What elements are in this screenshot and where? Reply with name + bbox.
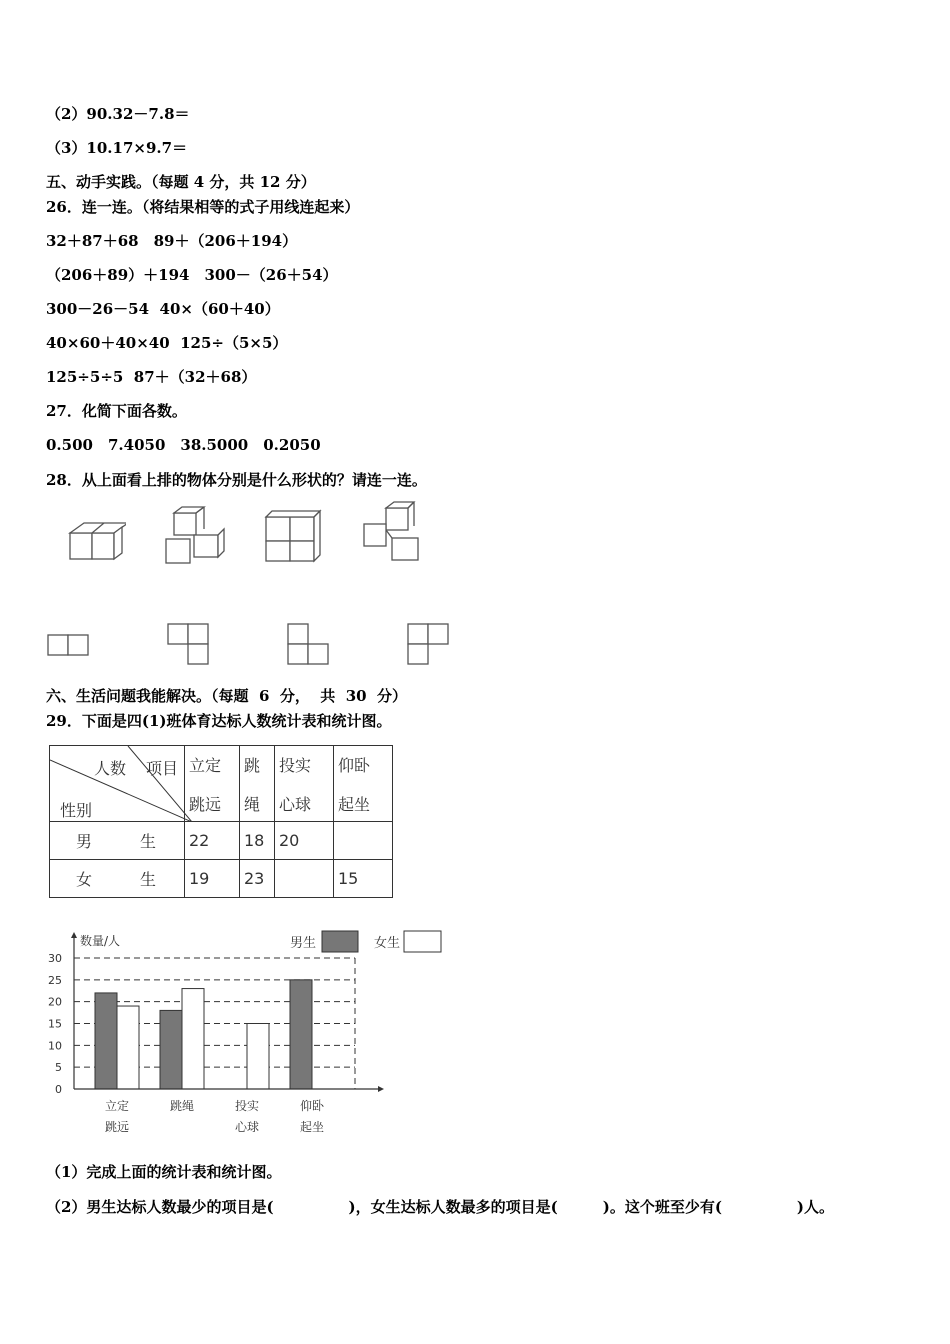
x-tick-label-line2: 起坐 <box>299 1120 325 1134</box>
sub-question-1: （1）完成上面的统计表和统计图。 <box>46 1163 282 1181</box>
calc-line-2: （2）90.32－7.8＝ <box>46 105 190 123</box>
row-label: 女 生 <box>50 860 185 898</box>
question-28: 28．从上面看上排的物体分别是什么形状的？请连一连。 <box>46 471 427 489</box>
match-row-5: 125÷5÷5 87＋（32＋68） <box>46 368 257 386</box>
match-row-4: 40×60＋40×40 125÷（5×5） <box>46 334 288 352</box>
y-axis-label: 数量/人 <box>80 934 121 948</box>
y-tick-label: 10 <box>48 1039 62 1053</box>
x-tick-label-line2: 心球 <box>234 1120 260 1134</box>
bar-女生-1 <box>182 989 204 1089</box>
question-26: 26．连一连。（将结果相等的式子用线连起来） <box>46 198 360 216</box>
x-tick-label: 跳绳 <box>169 1099 195 1113</box>
bar-男生-1 <box>160 1010 182 1089</box>
bar-chart <box>40 928 460 1143</box>
table-row <box>50 860 393 898</box>
table-row <box>50 822 393 860</box>
bar-男生-0 <box>95 993 117 1089</box>
match-row-3: 300－26－54 40×（60＋40） <box>46 300 280 318</box>
x-axis-arrow <box>378 1086 384 1092</box>
match-row-1: 32＋87＋68 89＋（206＋194） <box>46 232 298 250</box>
legend-female-swatch <box>404 931 441 952</box>
cube-stack-1 <box>62 515 126 567</box>
legend-male-label: 男生 <box>290 936 317 951</box>
stats-table <box>49 745 393 898</box>
sub-question-2: （2）男生达标人数最少的项目是( )，女生达标人数最多的项目是( )。这个班至少有( )人。 <box>46 1198 835 1216</box>
y-tick-label: 20 <box>48 995 62 1009</box>
bar-女生-2 <box>247 1024 269 1090</box>
cell-blank[interactable] <box>334 822 393 860</box>
bar-男生-3 <box>290 980 312 1089</box>
y-tick-label: 15 <box>48 1017 62 1031</box>
y-axis-arrow <box>71 932 77 938</box>
col-header-1: 立定 跳远 <box>185 746 240 822</box>
legend-male-swatch <box>322 931 358 952</box>
question-27-values: 0.500 7.4050 38.5000 0.2050 <box>46 436 321 454</box>
cell: 22 <box>185 822 240 860</box>
cube-stack-3 <box>262 507 324 565</box>
legend-female-label: 女生 <box>374 936 401 951</box>
cube-stack-4 <box>358 498 426 566</box>
corner-people: 人数 <box>94 759 127 778</box>
col-header-3: 投实 心球 <box>275 746 334 822</box>
calc-line-3: （3）10.17×9.7＝ <box>46 139 188 157</box>
top-view-4 <box>406 622 452 666</box>
cell: 23 <box>240 860 275 898</box>
x-tick-label-line2: 跳远 <box>104 1120 130 1134</box>
x-tick-label: 投实 <box>234 1099 260 1113</box>
corner-item: 项目 <box>146 759 179 778</box>
cell-blank[interactable] <box>275 860 334 898</box>
col-header-4: 仰卧 起坐 <box>334 746 393 822</box>
corner-gender: 性别 <box>60 801 93 820</box>
cell: 15 <box>334 860 393 898</box>
top-view-1 <box>46 633 92 659</box>
top-view-2 <box>166 622 212 666</box>
bar-女生-0 <box>117 1006 139 1089</box>
x-tick-label: 仰卧 <box>299 1099 325 1113</box>
col-header-2: 跳 绳 <box>240 746 275 822</box>
match-row-2: （206＋89）＋194 300－（26＋54） <box>46 266 338 284</box>
y-tick-label: 0 <box>55 1083 62 1096</box>
corner-cell <box>50 746 185 822</box>
question-27: 27．化简下面各数。 <box>46 402 187 420</box>
x-tick-label: 立定 <box>104 1099 130 1113</box>
cell: 20 <box>275 822 334 860</box>
section-5-heading: 五、动手实践。（每题 4 分，共 12 分） <box>46 173 316 191</box>
y-tick-label: 25 <box>48 973 62 987</box>
cube-stack-2 <box>160 505 230 567</box>
question-29: 29．下面是四(1)班体育达标人数统计表和统计图。 <box>46 712 392 730</box>
cell: 19 <box>185 860 240 898</box>
top-view-3 <box>286 622 332 666</box>
y-tick-label: 30 <box>48 952 62 965</box>
row-label: 男 生 <box>50 822 185 860</box>
y-tick-label: 5 <box>55 1061 62 1075</box>
cell: 18 <box>240 822 275 860</box>
section-6-heading: 六、生活问题我能解决。（每题 6 分， 共 30 分） <box>46 687 408 705</box>
